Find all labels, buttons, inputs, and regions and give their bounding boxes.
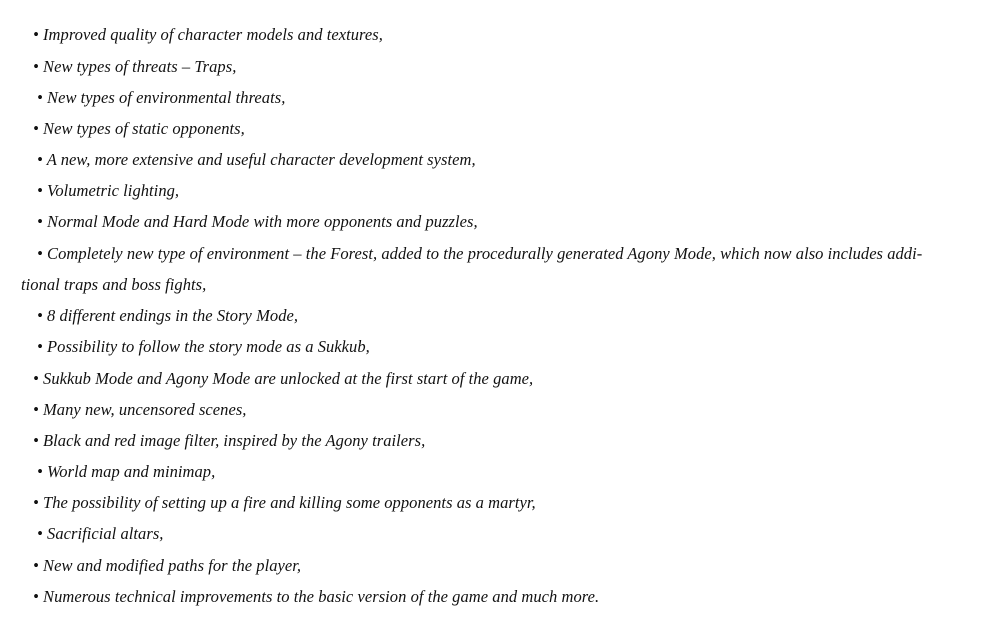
item-text: New types of threats – Traps,	[43, 57, 237, 76]
bullet: •	[33, 400, 39, 419]
bullet: •	[37, 88, 43, 107]
bullet: •	[33, 119, 39, 138]
item-text: A new, more extensive and useful character development system,	[46, 150, 476, 169]
list-item	[37, 241, 1000, 267]
bullet: •	[33, 369, 39, 388]
item-text: Sukkub Mode and Agony Mode are unlocked at the first start of the game,	[43, 369, 534, 388]
bullet: •	[33, 431, 39, 450]
bullet: •	[37, 462, 43, 481]
item-text: Sacrificial altars,	[47, 524, 164, 543]
bullet: •	[37, 244, 43, 263]
list-item	[37, 209, 1000, 235]
list-item	[37, 147, 1000, 173]
item-text: Normal Mode and Hard Mode with more opponents and puzzles,	[47, 212, 478, 231]
bullet: •	[37, 306, 43, 325]
item-text: Many new, uncensored scenes,	[43, 400, 247, 419]
item-text: tional traps and boss fights,	[21, 275, 207, 294]
list-item	[33, 54, 1000, 80]
list-item	[37, 521, 1000, 547]
bullet: •	[37, 212, 43, 231]
list-item	[33, 366, 1000, 392]
list-item	[33, 397, 1000, 423]
bullet: •	[37, 150, 43, 169]
bullet: •	[37, 181, 43, 200]
list-item	[33, 116, 1000, 142]
list-item	[33, 490, 1000, 516]
list-item-continuation	[21, 272, 1000, 298]
list-item	[37, 459, 1000, 485]
list-item	[37, 334, 1000, 360]
list-item	[37, 178, 1000, 204]
bullet: •	[33, 493, 39, 512]
item-text: New types of environmental threats,	[47, 88, 286, 107]
list-item	[33, 22, 1000, 48]
list-item	[33, 428, 1000, 454]
bullet: •	[37, 337, 43, 356]
list-item	[33, 553, 1000, 579]
bullet: •	[33, 556, 39, 575]
bullet: •	[33, 57, 39, 76]
item-text: Improved quality of character models and textures,	[43, 25, 383, 44]
item-text: Volumetric lighting,	[47, 181, 180, 200]
item-text: World map and minimap,	[47, 462, 216, 481]
list-item	[37, 303, 1000, 329]
item-text: The possibility of setting up a fire and killing some opponents as a martyr,	[43, 493, 536, 512]
item-text: Numerous technical improvements to the basic version of the game and much more.	[43, 587, 600, 606]
item-text: Possibility to follow the story mode as a Sukkub,	[47, 337, 370, 356]
item-text: Black and red image filter, inspired by the Agony trailers,	[43, 431, 426, 450]
item-text: New types of static opponents,	[43, 119, 245, 138]
bullet: •	[33, 25, 39, 44]
list-item	[37, 85, 1000, 111]
item-text: New and modified paths for the player,	[43, 556, 302, 575]
list-item	[33, 584, 1000, 610]
item-text: 8 different endings in the Story Mode,	[47, 306, 299, 325]
item-text: Completely new type of environment – the Forest, added to the procedurally generated Agony Mode, which now also includes addi-	[47, 244, 923, 263]
bullet: •	[33, 587, 39, 606]
bullet: •	[37, 524, 43, 543]
